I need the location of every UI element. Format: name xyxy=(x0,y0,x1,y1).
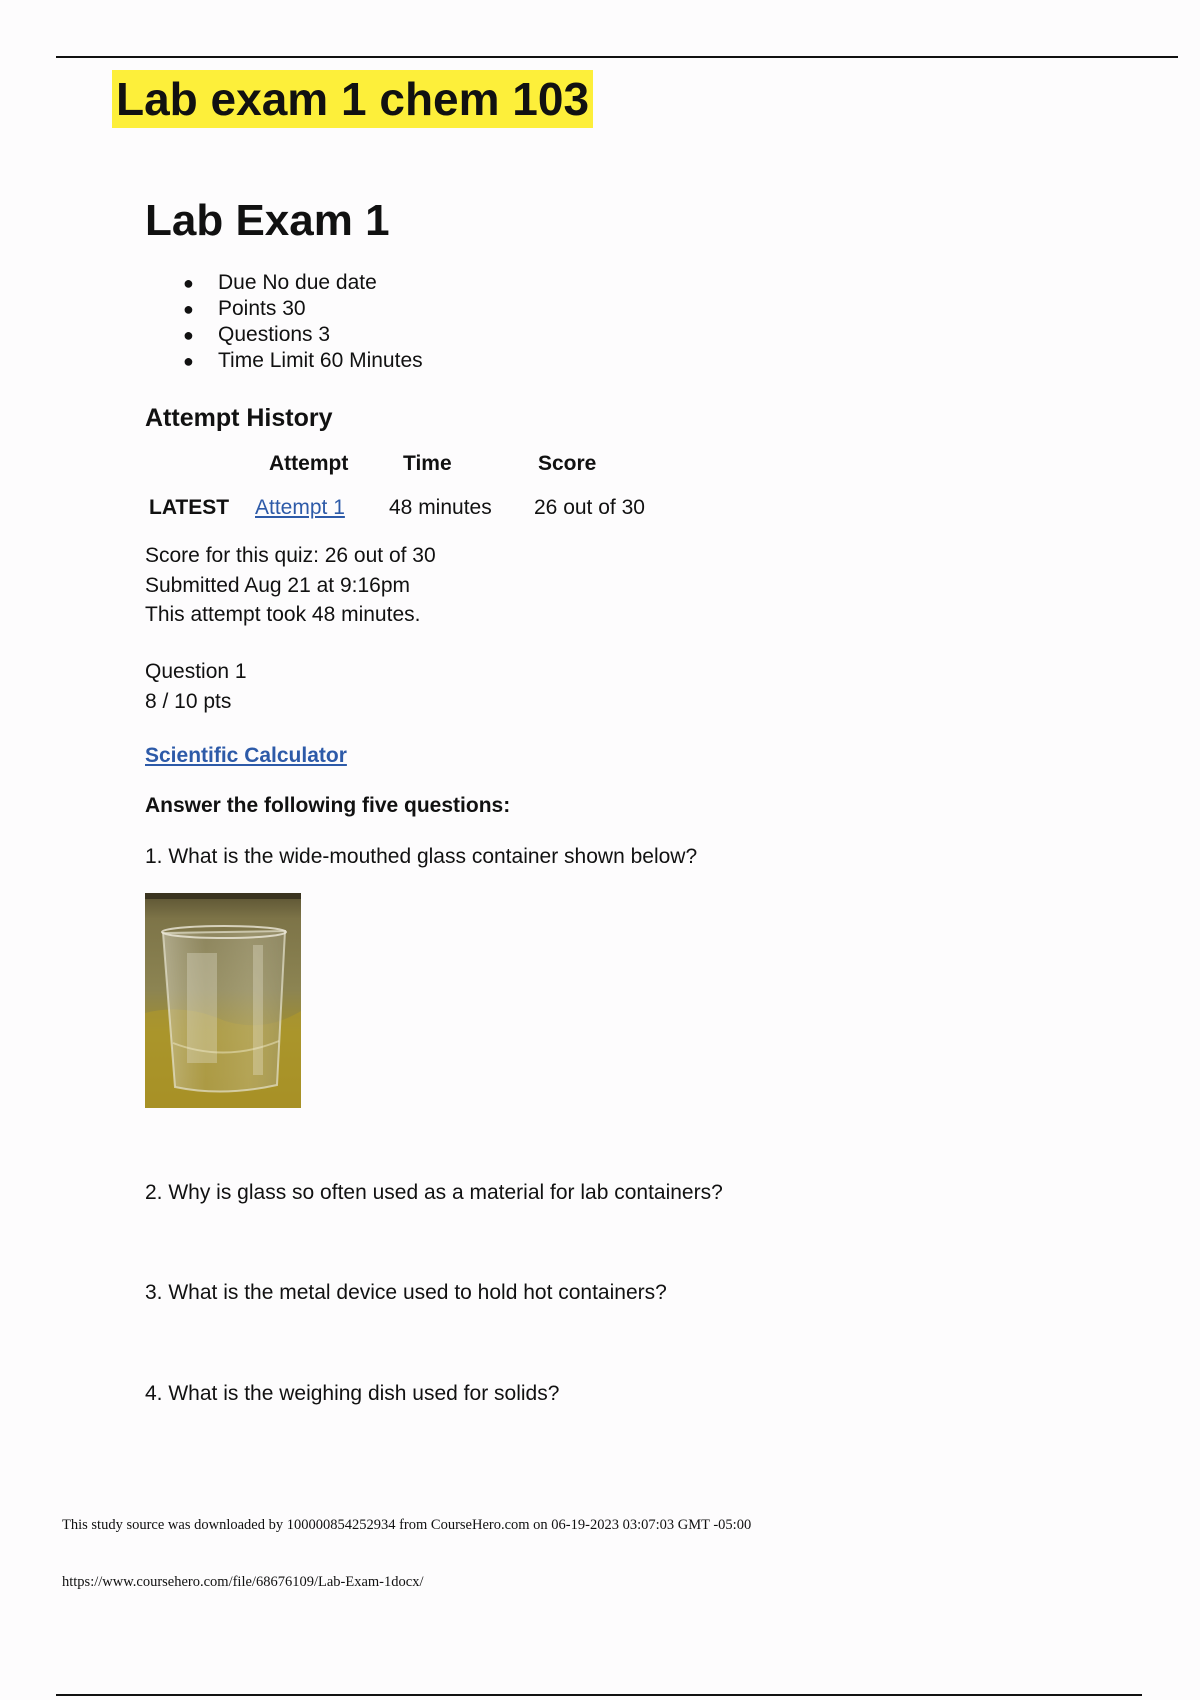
attempt-history-heading: Attempt History xyxy=(145,404,333,432)
table-row xyxy=(145,482,668,534)
column-header-empty xyxy=(145,446,255,482)
attempt-link[interactable]: Attempt 1 xyxy=(255,496,345,519)
submitted-time: Submitted Aug 21 at 9:16pm xyxy=(145,573,411,597)
bullet-icon: ● xyxy=(183,351,194,371)
latest-tag: LATEST xyxy=(149,496,230,519)
bottom-rule xyxy=(56,1694,1142,1696)
document-title: Lab exam 1 chem 103 xyxy=(112,70,593,128)
attempt-duration: This attempt took 48 minutes. xyxy=(145,603,421,626)
attempt-summary xyxy=(145,541,436,630)
source-url: https://www.coursehero.com/file/68676109/Lab-Exam-1docx/ xyxy=(62,1574,424,1590)
question-item-1: 1. What is the wide-mouthed glass container shown below? xyxy=(145,845,698,868)
list-item xyxy=(182,322,423,348)
beaker-photo xyxy=(145,893,301,1108)
question-item-3: 3. What is the metal device used to hold hot containers? xyxy=(145,1281,667,1304)
question-header xyxy=(145,657,247,717)
column-header-score: Score xyxy=(538,452,597,475)
column-header-attempt: Attempt xyxy=(269,452,349,475)
question-item-4: 4. What is the weighing dish used for solids? xyxy=(145,1382,560,1405)
question-item-2: 2. Why is glass so often used as a material for lab containers? xyxy=(145,1181,723,1204)
scientific-calculator-link[interactable]: Scientific Calculator xyxy=(145,744,347,767)
points-label: Points 30 xyxy=(218,297,306,320)
download-source-line: This study source was downloaded by 100000854252934 from CourseHero.com on 06-19-2023 03:07:03 GMT -05:00 xyxy=(62,1517,752,1533)
question-points: 8 / 10 pts xyxy=(145,690,232,713)
due-label: Due No due date xyxy=(218,271,377,294)
list-item xyxy=(182,270,423,296)
question-title: Question 1 xyxy=(145,660,247,683)
quiz-score: Score for this quiz: 26 out of 30 xyxy=(145,544,436,567)
page-title: Lab Exam 1 xyxy=(145,196,390,245)
attempt-cell xyxy=(255,482,389,534)
exam-details-list xyxy=(182,270,423,374)
question-instructions: Answer the following five questions: xyxy=(145,794,511,817)
column-header-time: Time xyxy=(403,452,452,475)
attempt-history-table xyxy=(145,446,668,534)
table-header-row xyxy=(145,446,668,482)
list-item xyxy=(182,296,423,322)
time-cell: 48 minutes xyxy=(389,496,492,519)
questions-label: Questions 3 xyxy=(218,323,331,346)
bullet-icon: ● xyxy=(183,325,194,345)
score-cell: 26 out of 30 xyxy=(534,496,645,519)
time-limit-label: Time Limit 60 Minutes xyxy=(218,349,423,372)
bullet-icon: ● xyxy=(183,273,194,293)
list-item xyxy=(182,348,423,374)
top-rule xyxy=(56,56,1178,58)
bullet-icon: ● xyxy=(183,299,194,319)
